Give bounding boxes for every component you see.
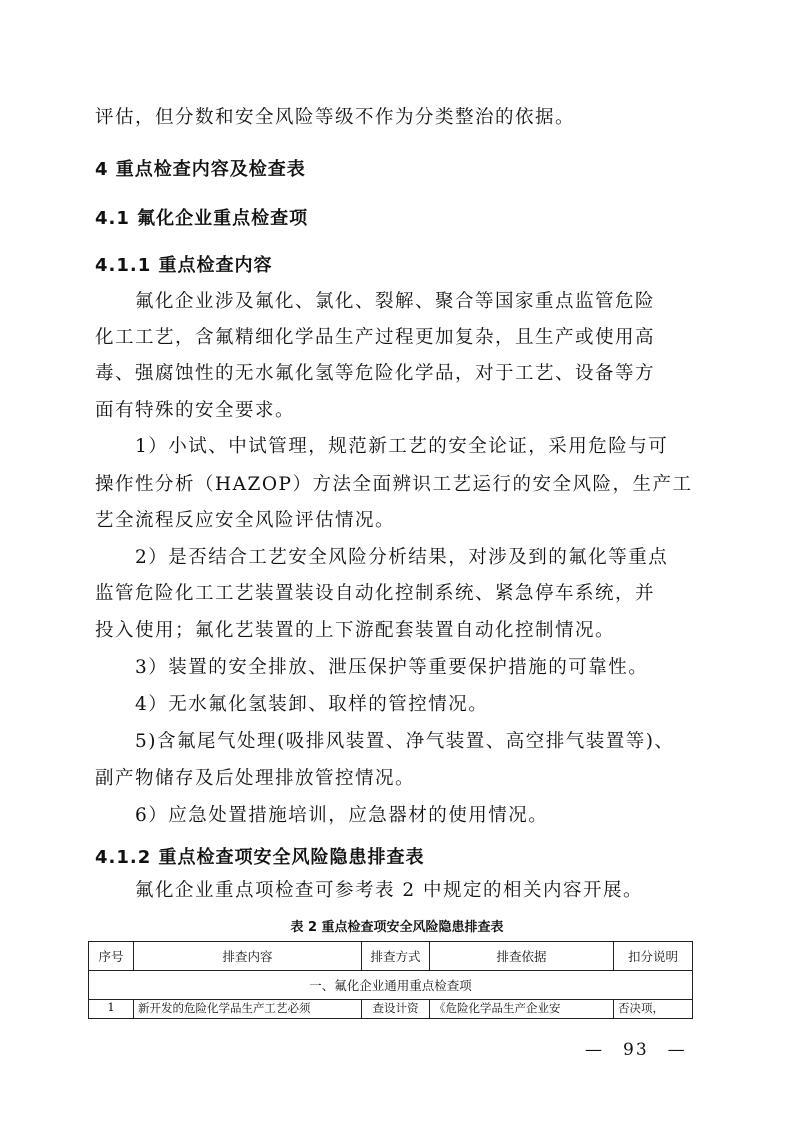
cell-method: 查设计资	[362, 1000, 430, 1019]
cell-basis: 《危险化学品生产企业安	[430, 1000, 614, 1019]
list-item-2-cont: 投入使用；氟化艺装置的上下游配套装置自动化控制情况。	[95, 620, 616, 641]
list-item-1-cont: 操作性分析（HAZOP）方法全面辨识工艺运行的安全风险，生产工	[95, 474, 693, 495]
checklist-table	[88, 941, 693, 1019]
header-cell-method: 排查方式	[362, 942, 430, 971]
header-cell-index: 序号	[89, 942, 134, 971]
page-number: — 93 —	[585, 1040, 687, 1060]
table-header-row	[89, 942, 693, 971]
paragraph-line: 化工工艺，含氟精细化学品生产过程更加复杂，且生产或使用高	[95, 327, 656, 348]
cell-index: 1	[89, 1000, 134, 1019]
section-row-label: 一、氟化企业通用重点检查项	[89, 971, 693, 1000]
list-item-5: 5)含氟尾气处理(吸排风装置、净气装置、高空排气装置等)、	[135, 731, 675, 752]
paragraph-line: 氟化企业涉及氟化、氯化、裂解、聚合等国家重点监管危险	[135, 291, 656, 312]
paragraph-line: 毒、强腐蚀性的无水氟化氢等危险化学品，对于工艺、设备等方	[95, 363, 656, 384]
header-cell-content: 排查内容	[134, 942, 362, 971]
cell-content: 新开发的危险化学品生产工艺必须	[134, 1000, 362, 1019]
list-item-6: 6）应急处置措施培训，应急器材的使用情况。	[135, 805, 549, 826]
section-heading-4-1-1: 4.1.1 重点检查内容	[95, 255, 273, 276]
header-cell-deduction: 扣分说明	[614, 942, 693, 971]
table-section-row	[89, 971, 693, 1000]
list-item-5-cont: 副产物储存及后处理排放管控情况。	[95, 768, 416, 789]
list-item-2-cont: 监管危险化工工艺装置装设自动化控制系统、紧急停车系统，并	[95, 583, 656, 604]
table-row	[89, 1000, 693, 1019]
paragraph-line: 氟化企业重点项检查可参考表 2 中规定的相关内容开展。	[135, 880, 644, 901]
section-heading-4: 4 重点检查内容及检查表	[95, 159, 306, 180]
paragraph-line: 面有特殊的安全要求。	[95, 400, 296, 421]
list-item-1-cont: 艺全流程反应安全风险评估情况。	[95, 510, 396, 531]
list-item-3: 3）装置的安全排放、泄压保护等重要保护措施的可靠性。	[135, 657, 649, 678]
cell-deduction: 否决项，	[614, 1000, 693, 1019]
section-heading-4-1: 4.1 氟化企业重点检查项	[95, 208, 309, 229]
list-item-1: 1）小试、中试管理，规范新工艺的安全论证，采用危险与可	[135, 436, 669, 457]
text-line: 评估，但分数和安全风险等级不作为分类整治的依据。	[95, 107, 576, 128]
list-item-2: 2）是否结合工艺安全风险分析结果，对涉及到的氟化等重点	[135, 547, 669, 568]
table-caption: 表 2 重点检查项安全风险隐患排查表	[290, 920, 504, 935]
section-heading-4-1-2: 4.1.2 重点检查项安全风险隐患排查表	[95, 847, 425, 868]
header-cell-basis: 排查依据	[430, 942, 614, 971]
list-item-4: 4）无水氟化氢装卸、取样的管控情况。	[135, 694, 489, 715]
